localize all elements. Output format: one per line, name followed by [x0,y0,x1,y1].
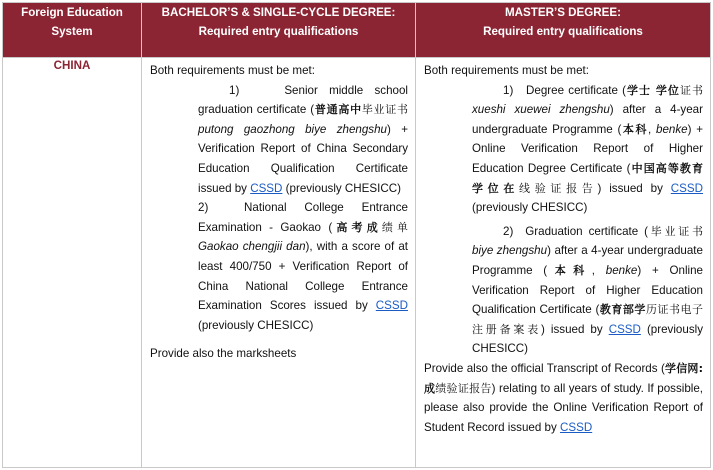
chinese-term: 绩验证报告 [435,381,492,395]
text: National College Entrance Examination - Gaokao ( [198,201,408,234]
pinyin-term: benke [656,122,688,136]
cssd-link[interactable]: CSSD [608,322,641,336]
header-line: Required entry qualifications [483,25,643,38]
cssd-link[interactable]: CSSD [670,181,703,195]
header-line: System [51,25,93,38]
text: , [591,263,606,277]
header-master-degree [416,3,711,58]
chinese-term: 历证书电子注册备案表 [472,303,704,336]
header-line: MASTER’S DEGREE: [505,6,621,19]
bachelor-item-2 [198,198,408,335]
bachelor-items [150,81,408,336]
text: Provide also the official Transcript of Records ( [424,361,665,375]
chinese-term: 普通高中 [314,103,362,117]
text: ) relating to all years of study. If possible, please also provide the Online Verification Report of Student Record issued by [424,381,704,434]
item-number: 1) [229,83,240,97]
master-item-2 [472,222,703,359]
item-number: 2) [503,224,514,238]
header-line: Foreign Education [21,6,123,19]
text: ) after a 4-year undergraduate Programme ( [472,244,703,277]
chinese-term: 毕业证书 [361,103,408,117]
requirements-table [2,2,711,468]
header-row [3,3,711,58]
pinyin-term: biye zhengshu [472,244,548,258]
header-bachelor-degree [142,3,416,58]
item-number: 2) [198,201,209,215]
pinyin-term: Gaokao chengjii dan [198,240,306,254]
master-requirements-cell [416,58,711,468]
cssd-link[interactable]: CSSD [375,299,408,313]
text: ), with a score of at least 400/750 + Verification Report of China National College Entrance Examination Scores issued by [198,240,408,313]
master-item-1 [472,81,703,218]
text: ) + Online Verification Report of Higher Education Degree Certificate ( [472,122,704,175]
master-intro: Both requirements must be met: [424,64,589,77]
chinese-term: 证书 [679,83,703,97]
chinese-term: 毕业证书 [648,224,704,238]
text: ) issued by [597,181,671,195]
chinese-term: 本科 [547,263,592,277]
bachelor-requirements-cell [142,58,416,468]
text: Senior middle school graduation certificate ( [198,83,408,117]
header-line: BACHELOR’S & SINGLE-CYCLE DEGREE: [161,6,396,19]
bachelor-intro: Both requirements must be met: [150,64,315,77]
chinese-term: 高考成 [332,220,382,234]
header-foreign-education-system [3,3,142,58]
text: (previously CHESICC) [282,181,401,195]
text: ) + Verification Report of China Secondary Education Qualification Certificate issued by [198,122,409,195]
text: Graduation certificate ( [525,224,649,238]
chinese-term: 绩单 [381,220,409,234]
text: Degree certificate ( [526,83,627,97]
table-row [3,58,711,468]
cssd-link[interactable]: CSSD [250,181,283,195]
text: (previously CHESICC) [198,318,314,332]
pinyin-term: putong gaozhong biye zhengshu [198,122,388,136]
chinese-term: 本科 [621,122,649,136]
text: (previously CHESICC) [472,201,588,215]
master-footer [424,359,703,437]
pinyin-term: xueshi xuewei zhengshu [472,103,610,117]
chinese-term: 学士 学位 [626,83,680,97]
text: ) + Online Verification Report of Higher Education Qualification Certificate ( [472,263,704,317]
text: , [648,122,657,136]
chinese-term: 教育部学 [599,303,646,317]
bachelor-item-1 [198,81,408,199]
country-cell: CHINA [3,58,142,468]
master-items [424,81,703,359]
chinese-term: 中国高等教育学位在 [472,161,704,195]
header-line: Required entry qualifications [198,25,359,38]
chinese-term: 线验证报告 [519,181,598,195]
item-number: 1) [503,83,514,97]
cssd-link[interactable]: CSSD [559,420,593,434]
text: ) after a 4-year undergraduate Programme ( [472,103,703,136]
text: ) issued by [541,322,609,336]
pinyin-term: benke [605,263,638,277]
chinese-term: 学信网:成 [424,361,703,395]
text: (previously CHESICC) [472,322,703,356]
bachelor-footer: Provide also the marksheets [150,347,297,361]
